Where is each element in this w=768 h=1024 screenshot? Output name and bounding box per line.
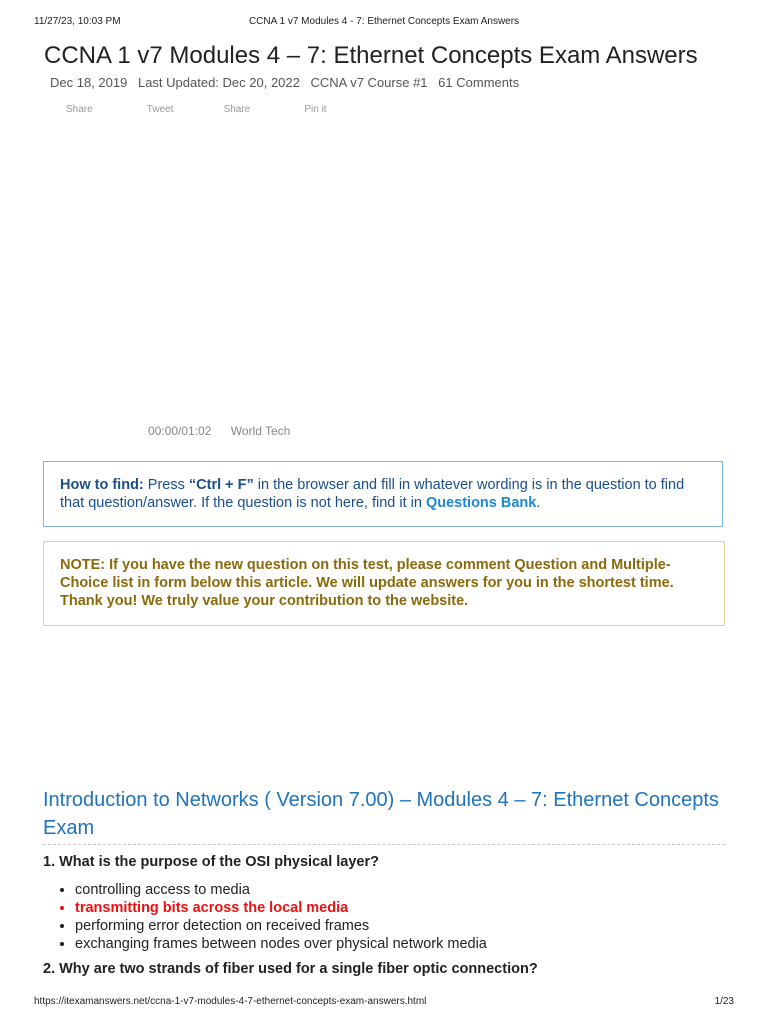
shortcut-text: “Ctrl + F”: [188, 477, 254, 493]
note-box: [43, 541, 725, 626]
print-page-title: CCNA 1 v7 Modules 4 - 7: Ethernet Concepts Exam Answers: [248, 16, 520, 27]
comments-link[interactable]: 61 Comments: [438, 75, 520, 90]
print-footer: [34, 996, 734, 1010]
how-to-find-text: Press: [143, 477, 189, 493]
share-facebook-button[interactable]: Share: [66, 104, 93, 115]
section-heading: Introduction to Networks ( Version 7.00) – Modules 4 – 7: Ethernet Concepts Exam: [43, 786, 725, 845]
print-datetime: 11/27/23, 10:03 PM: [34, 16, 121, 27]
video-time: 00:00/01:02: [148, 424, 212, 438]
answer-option: • controlling access to media: [75, 881, 487, 899]
article-meta: [50, 75, 526, 90]
answer-list: [57, 881, 487, 953]
answer-option: • performing error detection on received frames: [75, 917, 487, 935]
how-to-find-box: [43, 461, 723, 527]
video-channel[interactable]: World Tech: [230, 424, 291, 438]
how-to-find-label: How to find:: [60, 477, 144, 493]
answer-option: • exchanging frames between nodes over physical network media: [75, 935, 487, 953]
category-link[interactable]: CCNA v7 Course #1: [310, 75, 428, 90]
video-player-info: [148, 424, 306, 438]
print-header: [34, 16, 734, 30]
post-date: Dec 18, 2019: [50, 75, 128, 90]
question-1: 1. What is the purpose of the OSI physical layer?: [43, 854, 379, 870]
how-to-find-end: .: [536, 495, 541, 511]
page-number: 1/23: [714, 996, 734, 1007]
tweet-button[interactable]: Tweet: [146, 104, 174, 115]
pin-it-button[interactable]: Pin it: [304, 104, 327, 115]
share-buttons: [66, 104, 327, 115]
question-2: 2. Why are two strands of fiber used for a single fiber optic connection?: [43, 961, 538, 977]
how-to-find-text-2: in the browser and fill in whatever wording is in the question to find that question/answer. If the question is not here, find it in: [60, 477, 685, 511]
share-linkedin-button[interactable]: Share: [223, 104, 251, 115]
article-title: CCNA 1 v7 Modules 4 – 7: Ethernet Concepts Exam Answers: [44, 42, 698, 69]
last-updated: Last Updated: Dec 20, 2022: [137, 75, 300, 90]
questions-bank-link[interactable]: Questions Bank: [425, 495, 537, 511]
correct-answer-option: • transmitting bits across the local media: [75, 899, 487, 917]
page-url: https://itexamanswers.net/ccna-1-v7-modules-4-7-ethernet-concepts-exam-answers.html: [34, 996, 427, 1007]
note-text: NOTE: If you have the new question on this test, please comment Question and Multiple-Choice list in form below this article. We will update answers for you in the shortest time. Thank you! We truly value your contribution to the website.: [60, 557, 674, 609]
